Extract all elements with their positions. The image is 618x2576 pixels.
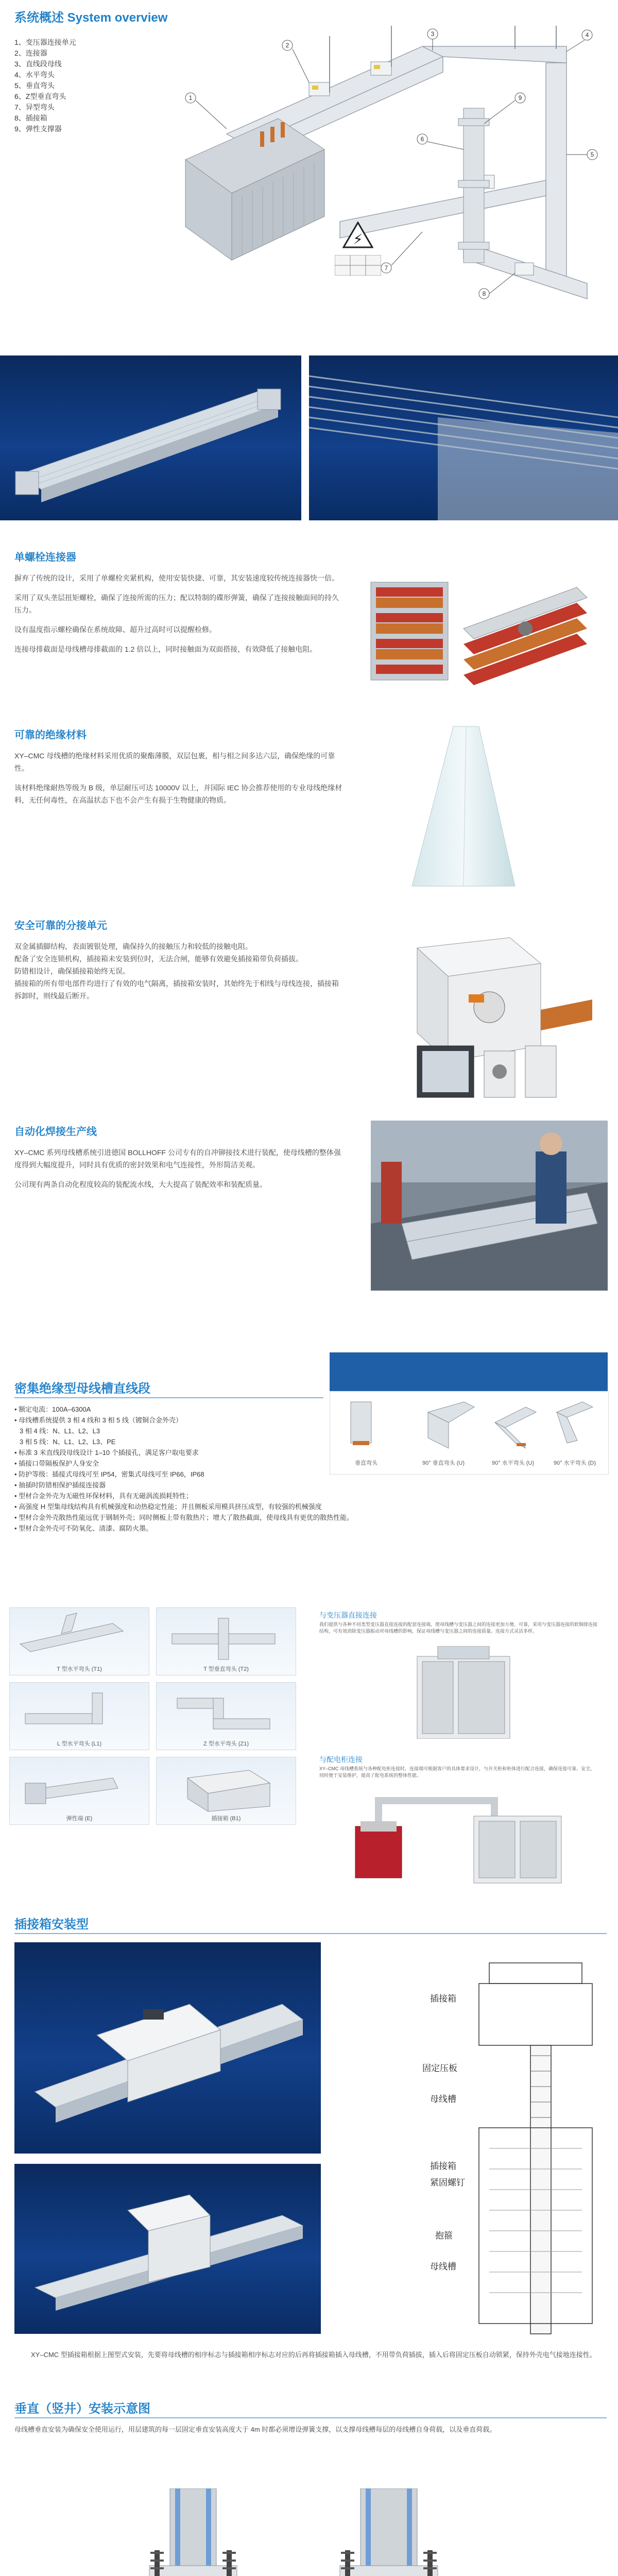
caption: Z 型水平弯头 (Z1) bbox=[203, 1741, 249, 1747]
spec-item: • 标准 3 米直线段母线设计 1–10 个插接孔，满足客户取电要求 bbox=[14, 1449, 199, 1456]
spec-item: • 抽插时防错相保护插接连接器 bbox=[14, 1481, 106, 1489]
overview-list bbox=[14, 37, 76, 134]
overview-item: 9、弹性支撑器 bbox=[14, 125, 62, 133]
straight-busway-image bbox=[330, 1352, 608, 1391]
callout-1 bbox=[185, 93, 227, 129]
callout-4 bbox=[566, 30, 592, 52]
riser-right bbox=[309, 2488, 469, 2576]
caption: 弹性端 (E) bbox=[66, 1816, 93, 1822]
drawing-label: 抱箍 bbox=[435, 2231, 453, 2241]
drawing-label: 母线槽 bbox=[430, 2262, 456, 2272]
callout-6 bbox=[417, 134, 464, 149]
callout-9 bbox=[484, 93, 525, 124]
callout-label: 8 bbox=[482, 290, 486, 297]
callout-7 bbox=[381, 232, 422, 273]
insulation-title: 可靠的绝缘材料 bbox=[14, 730, 87, 741]
paragraph: 公司现有两条自动化程度较高的装配流水线，大大提高了装配效率和装配质量。 bbox=[14, 1180, 267, 1189]
svg-text:⚡: ⚡ bbox=[353, 231, 363, 248]
paragraph: 插接箱的所有带电部件均进行了有效的电气隔离，插接箱安装时，其始终先于相线与母线连接，插接箱拆卸时，则线最后断开。 bbox=[14, 979, 339, 1000]
section-divider bbox=[14, 1397, 323, 1398]
paragraph: XY–CMC 系列母线槽系统引进德国 BOLLHOFF 公司专有的自冲铆接技术进行装配，使母线槽的整体强度得到大幅度提升，同时具有优质的密封效果和电气连接性，外形简洁美观。 bbox=[14, 1148, 341, 1169]
spec-item: 3 相 4 线：N、L1、L2、L3 bbox=[20, 1427, 100, 1435]
vertical-title: 垂直（竖井）安装示意图 bbox=[14, 2402, 150, 2416]
drawing-label: 紧固螺钉 bbox=[430, 2178, 465, 2188]
spec-item: • 防护等级：插接式母线可至 IP54，密集式母线可至 IP66，IP68 bbox=[14, 1470, 204, 1478]
plugin-title: 插接箱安装型 bbox=[14, 1918, 89, 1931]
paragraph: 采用了双头垄层扭矩螺栓，确保了连接所需的压力；配以特制的碟形弹簧，确保了连接接触面间的持久压力。 bbox=[14, 594, 339, 614]
spec-item: • 额定电流：100A–6300A bbox=[14, 1405, 91, 1413]
paragraph: 设有温度指示螺栓确保在系统故障、超升过高时可以提醒检修。 bbox=[14, 625, 216, 634]
drawing-label: 母线槽 bbox=[430, 2094, 456, 2104]
spec-item: • 型材合金外壳可不防氧化、渍漆、腐防火墨。 bbox=[14, 1524, 153, 1532]
paragraph: 防错相设计，确保插接箱始终无误。 bbox=[14, 967, 130, 975]
variant-card bbox=[156, 1757, 296, 1825]
vertical-install-diagram bbox=[118, 2488, 500, 2576]
callout-label: 9 bbox=[518, 94, 522, 101]
dense-title: 密集绝缘型母线槽直线段 bbox=[14, 1382, 150, 1396]
plugin-photo-bottom bbox=[14, 2164, 321, 2334]
variant-card bbox=[9, 1757, 149, 1825]
callout-label: 3 bbox=[431, 30, 435, 38]
variant-grid bbox=[9, 1607, 298, 1891]
overview-item: 7、异型弯头 bbox=[14, 103, 55, 111]
dense-spec-list bbox=[14, 1404, 353, 1534]
variant-card bbox=[156, 1607, 296, 1675]
paragraph: XY–CMC 母线槽的绝缘材料采用优质的聚酯薄膜，双层包裹，相与相之间多达六层，确保绝缘的可靠性。 bbox=[14, 752, 335, 772]
insulation-text bbox=[14, 750, 344, 814]
caption: 90° 水平弯头 (D) bbox=[553, 1460, 596, 1466]
overview-item: 5、垂直弯头 bbox=[14, 81, 55, 90]
overview-item: 4、水平弯头 bbox=[14, 71, 55, 79]
section-divider bbox=[14, 2417, 607, 2418]
callout-5 bbox=[566, 149, 597, 160]
riser-left bbox=[118, 2488, 268, 2576]
cabinet-text: XY–CMC 母线槽系统与各种配电柜连接时，连接端可根据客户的具体要求设计，与开关柜和柜体进行配合连接，确保连接可靠、安全，同时便于安装维护，提高了配电系统的整体性能。 bbox=[319, 1766, 595, 1778]
connection-panel bbox=[309, 1605, 608, 1893]
caption: 90° 水平弯头 (U) bbox=[491, 1460, 535, 1466]
callout-label: 5 bbox=[590, 151, 594, 158]
caption: L 型水平弯头 (L1) bbox=[57, 1741, 102, 1747]
spec-item: • 插接口带隔板保护人身安全 bbox=[14, 1460, 99, 1467]
variant-card bbox=[9, 1607, 149, 1675]
caption: T 型垂直弯头 (T2) bbox=[203, 1666, 249, 1672]
tapoff-title: 安全可靠的分接单元 bbox=[14, 920, 107, 931]
callout-label: 4 bbox=[585, 31, 589, 39]
overview-title: 系统概述 System overview bbox=[14, 11, 168, 25]
callout-label: 7 bbox=[384, 264, 388, 272]
overview-item: 8、插接箱 bbox=[14, 114, 47, 122]
connector-image bbox=[360, 567, 597, 690]
paragraph: 连接母排截面是母线槽母排截面的 1.2 倍以上，同时接触面为双面搭接，有效降低了接触电阻。 bbox=[14, 645, 317, 653]
warning-sign-icon bbox=[342, 222, 373, 248]
callout-label: 6 bbox=[420, 135, 424, 143]
plugin-text: XY–CMC 型插接箱根据上图型式安装，先要将母线槽的相序标志与插接箱相序标志对应的后再将插接箱插入母线槽，不用带负荷插拔，插入后将固定压板自动锁紧，保持外壳电气接地连接性。 bbox=[31, 2351, 596, 2359]
cabinet-title: 与配电柜连接 bbox=[319, 1755, 363, 1764]
callout-label: 1 bbox=[188, 94, 193, 101]
plugin-photo-top bbox=[14, 1942, 321, 2154]
elbow-variants-panel bbox=[330, 1391, 609, 1475]
spec-item: • 高强度 H 型集母线结构具有机械强度和动热稳定性能；并且侧板采用模具挤压成型，有较强的机械强度 bbox=[14, 1503, 322, 1511]
paragraph: 该材料绝缘耐热等级为 B 级，单层耐压可达 10000V 以上，并国际 IEC 协会推荐使用的专业母线绝缘材料，无任何毒性，在高温状态下也不会产生有损于生物健康的物质。 bbox=[14, 784, 342, 804]
system-overview-diagram bbox=[154, 26, 608, 335]
connector-title: 单螺栓连接器 bbox=[14, 552, 76, 563]
transformer-text: 我们提供与各种不同类型变压器直接连接的配套连接端，使母线槽与变压器之间的连接更加方便、可靠，采用与变压器连接的软铜排连接结构，可有效消除变压器振动对母线槽的影响，保证母线槽与变压器之间的连接质量。连接方式灵活多样。 bbox=[319, 1622, 598, 1634]
plugin-drawing bbox=[469, 1953, 603, 2344]
spec-item: • 型材合金外壳散热性能远优于钢制外壳；同时侧板上带有散热片；增大了散热截面，使母线具有更优的散热性能。 bbox=[14, 1514, 354, 1521]
insulation-film-image bbox=[391, 721, 546, 891]
section-divider bbox=[14, 1933, 607, 1934]
overview-item: 2、连接器 bbox=[14, 49, 47, 57]
busway-photo-right bbox=[309, 355, 618, 520]
paragraph: 配备了安全连锁机构，插接箱未安装到位时，无法合闸，能够有效避免插接箱带负荷插拔。 bbox=[14, 955, 303, 963]
callout-2 bbox=[282, 40, 309, 82]
overview-item: 6、Z型垂直弯头 bbox=[14, 92, 66, 100]
caption: T 型水平弯头 (T1) bbox=[57, 1666, 102, 1672]
production-title: 自动化焊接生产线 bbox=[14, 1126, 97, 1138]
connector-text bbox=[14, 572, 339, 663]
vertical-text: 母线槽垂直安装为确保安全使用运行，用层建筑的每一层固定垂直安装高度大于 4m 时都必须增设弹簧支撑，以支撑母线槽每层的母线槽自身荷载，以及垂直荷载。 bbox=[14, 2426, 496, 2433]
drawing-label: 插接箱 bbox=[430, 1994, 456, 2004]
cabinet-connection-image bbox=[340, 1785, 582, 1888]
transformer-cabinet-image bbox=[402, 1646, 530, 1739]
drawing-label: 固定压板 bbox=[422, 2063, 457, 2073]
variant-card bbox=[9, 1682, 149, 1750]
caption: 插接箱 (B1) bbox=[211, 1816, 241, 1822]
transformer-icon bbox=[185, 118, 324, 260]
callout-label: 2 bbox=[285, 42, 289, 49]
legend-grid-icon bbox=[335, 255, 381, 276]
caption: 垂直弯头 bbox=[355, 1460, 377, 1466]
caption: 90° 垂直弯头 (U) bbox=[422, 1460, 465, 1466]
paragraph: 摒弃了传统的设计，采用了单螺栓夹紧机构，使用安装快捷、可靠，其安装速度较传统连接器快一倍。 bbox=[14, 574, 339, 582]
variant-card bbox=[156, 1682, 296, 1750]
drawing-label: 插接箱 bbox=[430, 2161, 456, 2171]
production-text bbox=[14, 1146, 344, 1198]
tapoff-text bbox=[14, 940, 344, 1002]
spec-item: • 型材合金外壳为无磁性环保材料，具有无磁涡流损耗特性； bbox=[14, 1492, 193, 1500]
callout-8 bbox=[479, 273, 515, 299]
spec-item: • 母线槽系统提供 3 相 4 线和 3 相 5 线（镀铜合金外壳） bbox=[14, 1416, 182, 1424]
busway-photo-left bbox=[0, 355, 301, 520]
tapoff-box-image bbox=[407, 917, 603, 1103]
transformer-title: 与变压器直接连接 bbox=[319, 1611, 377, 1619]
overview-item: 1、变压器连接单元 bbox=[14, 38, 76, 46]
paragraph: 双金属插脚结构，表面镀银处理，确保持久的接触压力和较低的接触电阻。 bbox=[14, 942, 252, 951]
production-line-photo bbox=[371, 1121, 608, 1291]
spec-item: 3 相 5 线：N、L1、L2、L3、PE bbox=[20, 1438, 116, 1446]
overview-item: 3、直线段母线 bbox=[14, 60, 62, 68]
